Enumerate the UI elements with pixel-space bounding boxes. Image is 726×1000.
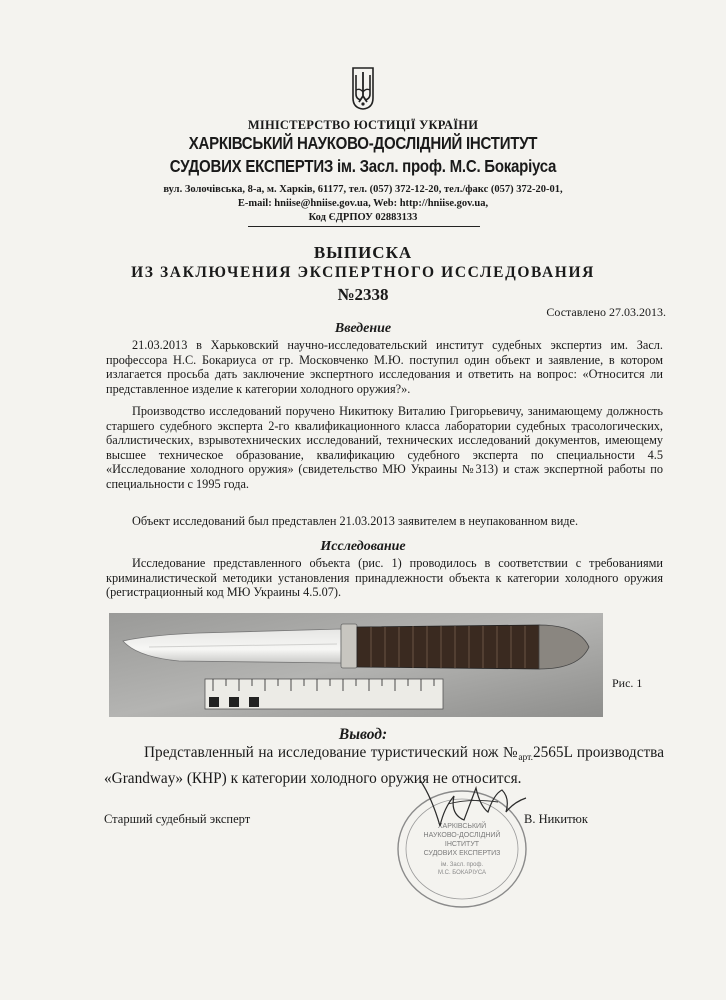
expert-position: Старший судебный эксперт xyxy=(104,812,251,826)
trident-emblem-icon xyxy=(349,66,377,110)
seal-line-2: НАУКОВО-ДОСЛІДНИЙ xyxy=(423,832,501,839)
seal-line-3: ІНСТИТУТ xyxy=(444,841,480,848)
ministry-name: МІНІСТЕРСТВО ЮСТИЦІЇ УКРАЇНИ xyxy=(247,118,479,132)
institute-name-line2: СУДОВИХ ЕКСПЕРТИЗ ім. Засл. проф. М.С. Бокаріуса xyxy=(169,156,557,176)
header-divider xyxy=(248,226,480,227)
expert-name: В. Никитюк xyxy=(524,812,588,826)
compiled-date: Составлено 27.03.2013. xyxy=(546,305,666,319)
intro-paragraph-2-text: Производство исследований поручено Никитюку Виталию Григорьевичу, занимающему должность старшего судебного эксперта 2-го квалификационного класса лаборатории судебных трасологических, баллистических, взрывотехнических исследований, технических исследований документов, имеющему высшее техническое образование, квалификацию судебного эксперта по специальности 4.5 «Исследование холодного оружия» (свидетельство МЮ Украины №313) и стаж экспертной работы по специальности с 1995 года. xyxy=(106,404,663,491)
institute-contacts: E-mail: hniise@hniise.gov.ua, Web: http://hniise.gov.ua, xyxy=(237,198,489,209)
document-number: №2338 xyxy=(337,285,389,304)
intro-paragraph-1-text: 21.03.2013 в Харьковский научно-исследовательский институт судебных экспертиз им. Засл. профессора Н.С. Бокариуса от гр. Московченко М.Ю. поступил один объект и заявление, в котором излагается просьба дать заключение экспертного исследования и ответить на вопрос: «Относится ли представленное изделие к категории холодного оружия?». xyxy=(106,338,663,396)
intro-heading: Введение xyxy=(334,321,392,336)
knife-photo xyxy=(109,613,603,717)
institute-address: вул. Золочівська, 8-а, м. Харків, 61177, тел. (057) 372-12-20, тел./факс (057) 372-20-01, xyxy=(163,184,563,195)
conclusion-text-subscript: арт. xyxy=(518,753,533,763)
institute-name-line1: ХАРКІВСЬКИЙ НАУКОВО-ДОСЛІДНИЙ ІНСТИТУТ xyxy=(188,133,538,153)
document-title: ВЫПИСКА xyxy=(313,243,413,262)
conclusion-text-part1: Представленный на исследование туристический нож № xyxy=(144,744,519,761)
seal-line-4: СУДОВИХ ЕКСПЕРТИЗ xyxy=(423,850,501,857)
research-paragraph xyxy=(106,556,663,600)
institute-code: Код ЄДРПОУ 02883133 xyxy=(308,212,418,223)
document-subtitle: ИЗ ЗАКЛЮЧЕНИЯ ЭКСПЕРТНОГО ИССЛЕДОВАНИЯ xyxy=(131,264,595,281)
intro-paragraph-3 xyxy=(106,514,663,529)
figure-caption: Рис. 1 xyxy=(612,676,643,690)
conclusion-text xyxy=(104,743,664,789)
intro-paragraph-2 xyxy=(106,404,663,492)
seal-line-6: М.С. БОКАРІУСА xyxy=(437,870,487,876)
conclusion-heading: Вывод: xyxy=(338,726,388,743)
research-heading: Исследование xyxy=(320,539,406,554)
conclusion-text-part2: 2565L производства «Grandway» (КНР) к категории холодного оружия не относится. xyxy=(104,744,664,787)
research-paragraph-text: Исследование представленного объекта (рис. 1) проводилось в соответствии с требованиями криминалистической методики установления принадлежности объекта к категории холодного оружия (регистрационный код МЮ Украины 4.5.07). xyxy=(106,556,663,600)
seal-line-1: ХАРКІВСЬКИЙ xyxy=(437,823,487,830)
seal-line-5: ім. Засл. проф. xyxy=(440,862,484,868)
handwritten-signature xyxy=(410,768,530,838)
intro-paragraph-1 xyxy=(106,338,663,396)
intro-paragraph-3-text: Объект исследований был представлен 21.03.2013 заявителем в неупакованном виде. xyxy=(132,514,579,528)
